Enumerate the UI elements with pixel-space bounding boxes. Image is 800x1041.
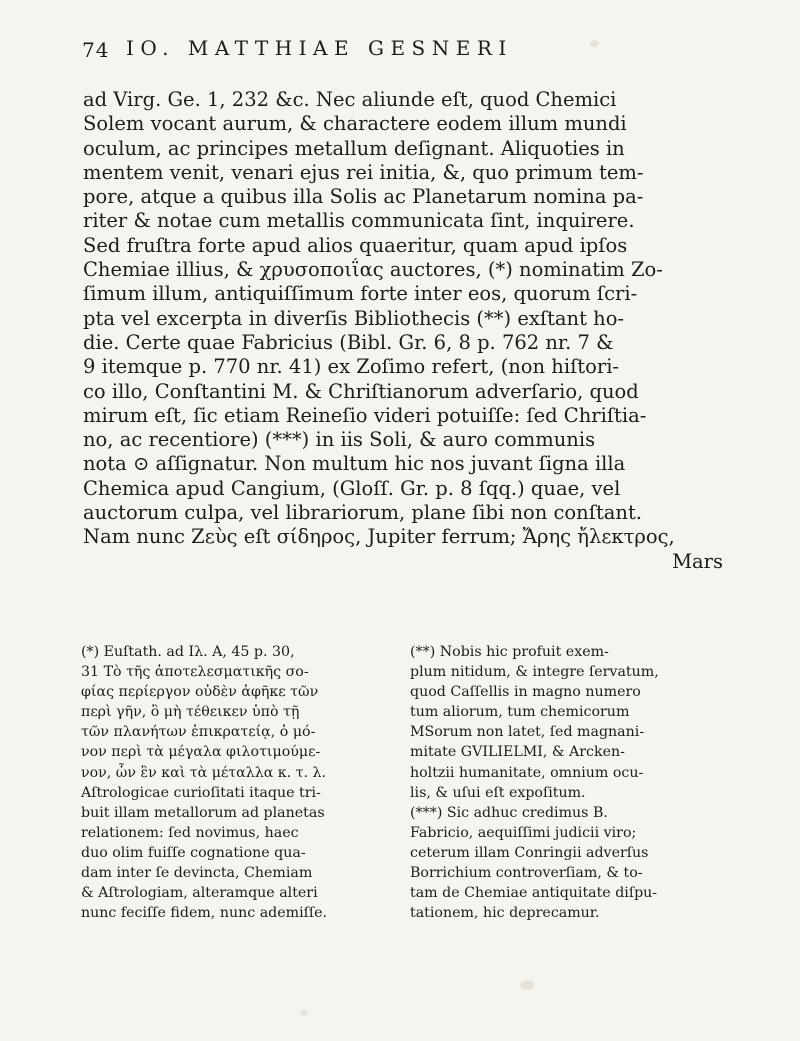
footnote-line: plum nitidum, & integre ſervatum,	[410, 664, 659, 681]
text-line: mentem venit, venari ejus rei initia, &, quo primum tem-	[83, 160, 644, 184]
text-line: no, ac recentiore) (***) in iis Soli, & auro communis	[83, 428, 596, 452]
footnote-line: φίας περίεργον οὐδὲν ἀφῆκε τῶν	[81, 684, 319, 701]
footnotes-right-column	[410, 642, 715, 923]
text-line: oculum, ac principes metallum deſignant. Aliquoties in	[83, 136, 625, 160]
footnote-line: 31 Τὸ τῆς ἀποτελεσματικῆς σο-	[81, 664, 309, 681]
text-line: mirum eſt, ſic etiam Reineſio videri potuiſſe: ſed Chriſtia-	[83, 403, 647, 427]
footnote-line: dam inter ſe devincta, Chemiam	[81, 865, 313, 882]
page-header	[82, 36, 722, 66]
footnote-line: tationem, hic deprecamur.	[410, 905, 600, 922]
text-line: ad Virg. Ge. 1, 232 &c. Nec aliunde eſt, quod Chemici	[83, 88, 617, 111]
footnote-line: περὶ γῆν, ὃ μὴ τέθεικεν ὑπὸ τῇ	[81, 704, 300, 721]
footnote-line: τῶν πλανήτων ἐπικρατείᾳ, ὁ μό-	[81, 724, 316, 741]
footnote-line: quod Caſſellis in magno numero	[410, 684, 641, 701]
text-line: Sed fruſtra forte apud alios quaeritur, quam apud ipſos	[83, 233, 628, 257]
footnote-line: Borrichium controverſiam, & to-	[410, 865, 643, 882]
footnote-line: MSorum non latet, ſed magnani-	[410, 724, 645, 741]
text-line: 9 itemque p. 770 nr. 41) ex Zoſimo refert, (non hiſtori-	[83, 355, 620, 379]
footnote-line: relationem: ſed novimus, haec	[81, 824, 299, 841]
footnote-line: ceterum illam Conringii adverſus	[410, 844, 649, 861]
footnote-line: tum aliorum, tum chemicorum	[410, 704, 630, 721]
text-line: die. Certe quae Fabricius (Bibl. Gr. 6, 8 p. 762 nr. 7 &	[83, 330, 614, 354]
text-line: Nam nunc Ζεὺς eſt σίδηρος, Jupiter ferrum; Ἄρης ἤλεκτρος,	[83, 525, 675, 549]
text-line: pore, atque a quibus illa Solis ac Planetarum nomina pa-	[83, 185, 644, 209]
catchword: Mars	[672, 549, 723, 573]
footnote-line: holtzii humanitate, omnium ocu-	[410, 764, 644, 781]
footnote-line: & Aſtrologiam, alteramque alteri	[81, 885, 318, 902]
text-line: riter & notae cum metallis communicata ſint, inquirere.	[83, 209, 635, 233]
text-line: co illo, Conſtantini M. & Chriſtianorum adverſario, quod	[83, 379, 639, 403]
footnote-line: Aſtrologicae curioſitati itaque tri-	[81, 784, 321, 801]
footnote-line: buit illam metallorum ad planetas	[81, 804, 325, 821]
paper-stain	[520, 980, 534, 990]
text-line: ſimum illum, antiquiſſimum forte inter eos, quorum ſcri-	[83, 282, 638, 306]
footnote-line: (*) Euſtath. ad Ιλ. Α, 45 p. 30,	[81, 644, 295, 660]
page-number: 74	[82, 38, 110, 62]
footnote-line: (**) Nobis hic profuit exem-	[410, 644, 609, 660]
footnote-line: tam de Chemiae antiquitate diſpu-	[410, 885, 658, 902]
footnote-line: νον, ὧν ἓν καὶ τὰ μέταλλα κ. τ. λ.	[81, 764, 327, 781]
footnote-line: νον περὶ τὰ μέγαλα φιλοτιμούμε-	[81, 744, 321, 761]
footnote-line: (***) Sic adhuc credimus B.	[410, 804, 608, 821]
running-title: IO. MATTHIAE GESNERI	[126, 36, 513, 60]
main-text	[83, 88, 723, 574]
paper-stain	[300, 1010, 308, 1016]
text-line: Chemiae illius, & χρυσοποιΐας auctores, (*) nominatim Zo-	[83, 258, 663, 282]
footnote-line: lis, & uſui eſt expoſitum.	[410, 784, 586, 801]
text-line: nota ⊙ aſſignatur. Non multum hic nos juvant ſigna illa	[83, 452, 626, 476]
text-line: Chemica apud Cangium, (Gloſſ. Gr. p. 8 ſqq.) quae, vel	[83, 476, 621, 500]
text-line: Solem vocant aurum, & charactere eodem illum mundi	[83, 112, 627, 136]
footnote-line: nunc feciſſe fidem, nunc ademiſſe.	[81, 905, 328, 922]
footnotes-left-column	[81, 642, 386, 923]
footnote-line: duo olim fuiſſe cognatione qua-	[81, 844, 306, 861]
text-line: auctorum culpa, vel librariorum, plane ſibi non conſtant.	[83, 501, 642, 525]
text-line: pta vel excerpta in diverſis Bibliothecis (**) exſtant ho-	[83, 306, 625, 330]
footnote-line: Fabricio, aequiſſimi judicii viro;	[410, 824, 637, 841]
footnote-line: mitate GVILIELMI, & Arcken-	[410, 744, 625, 761]
